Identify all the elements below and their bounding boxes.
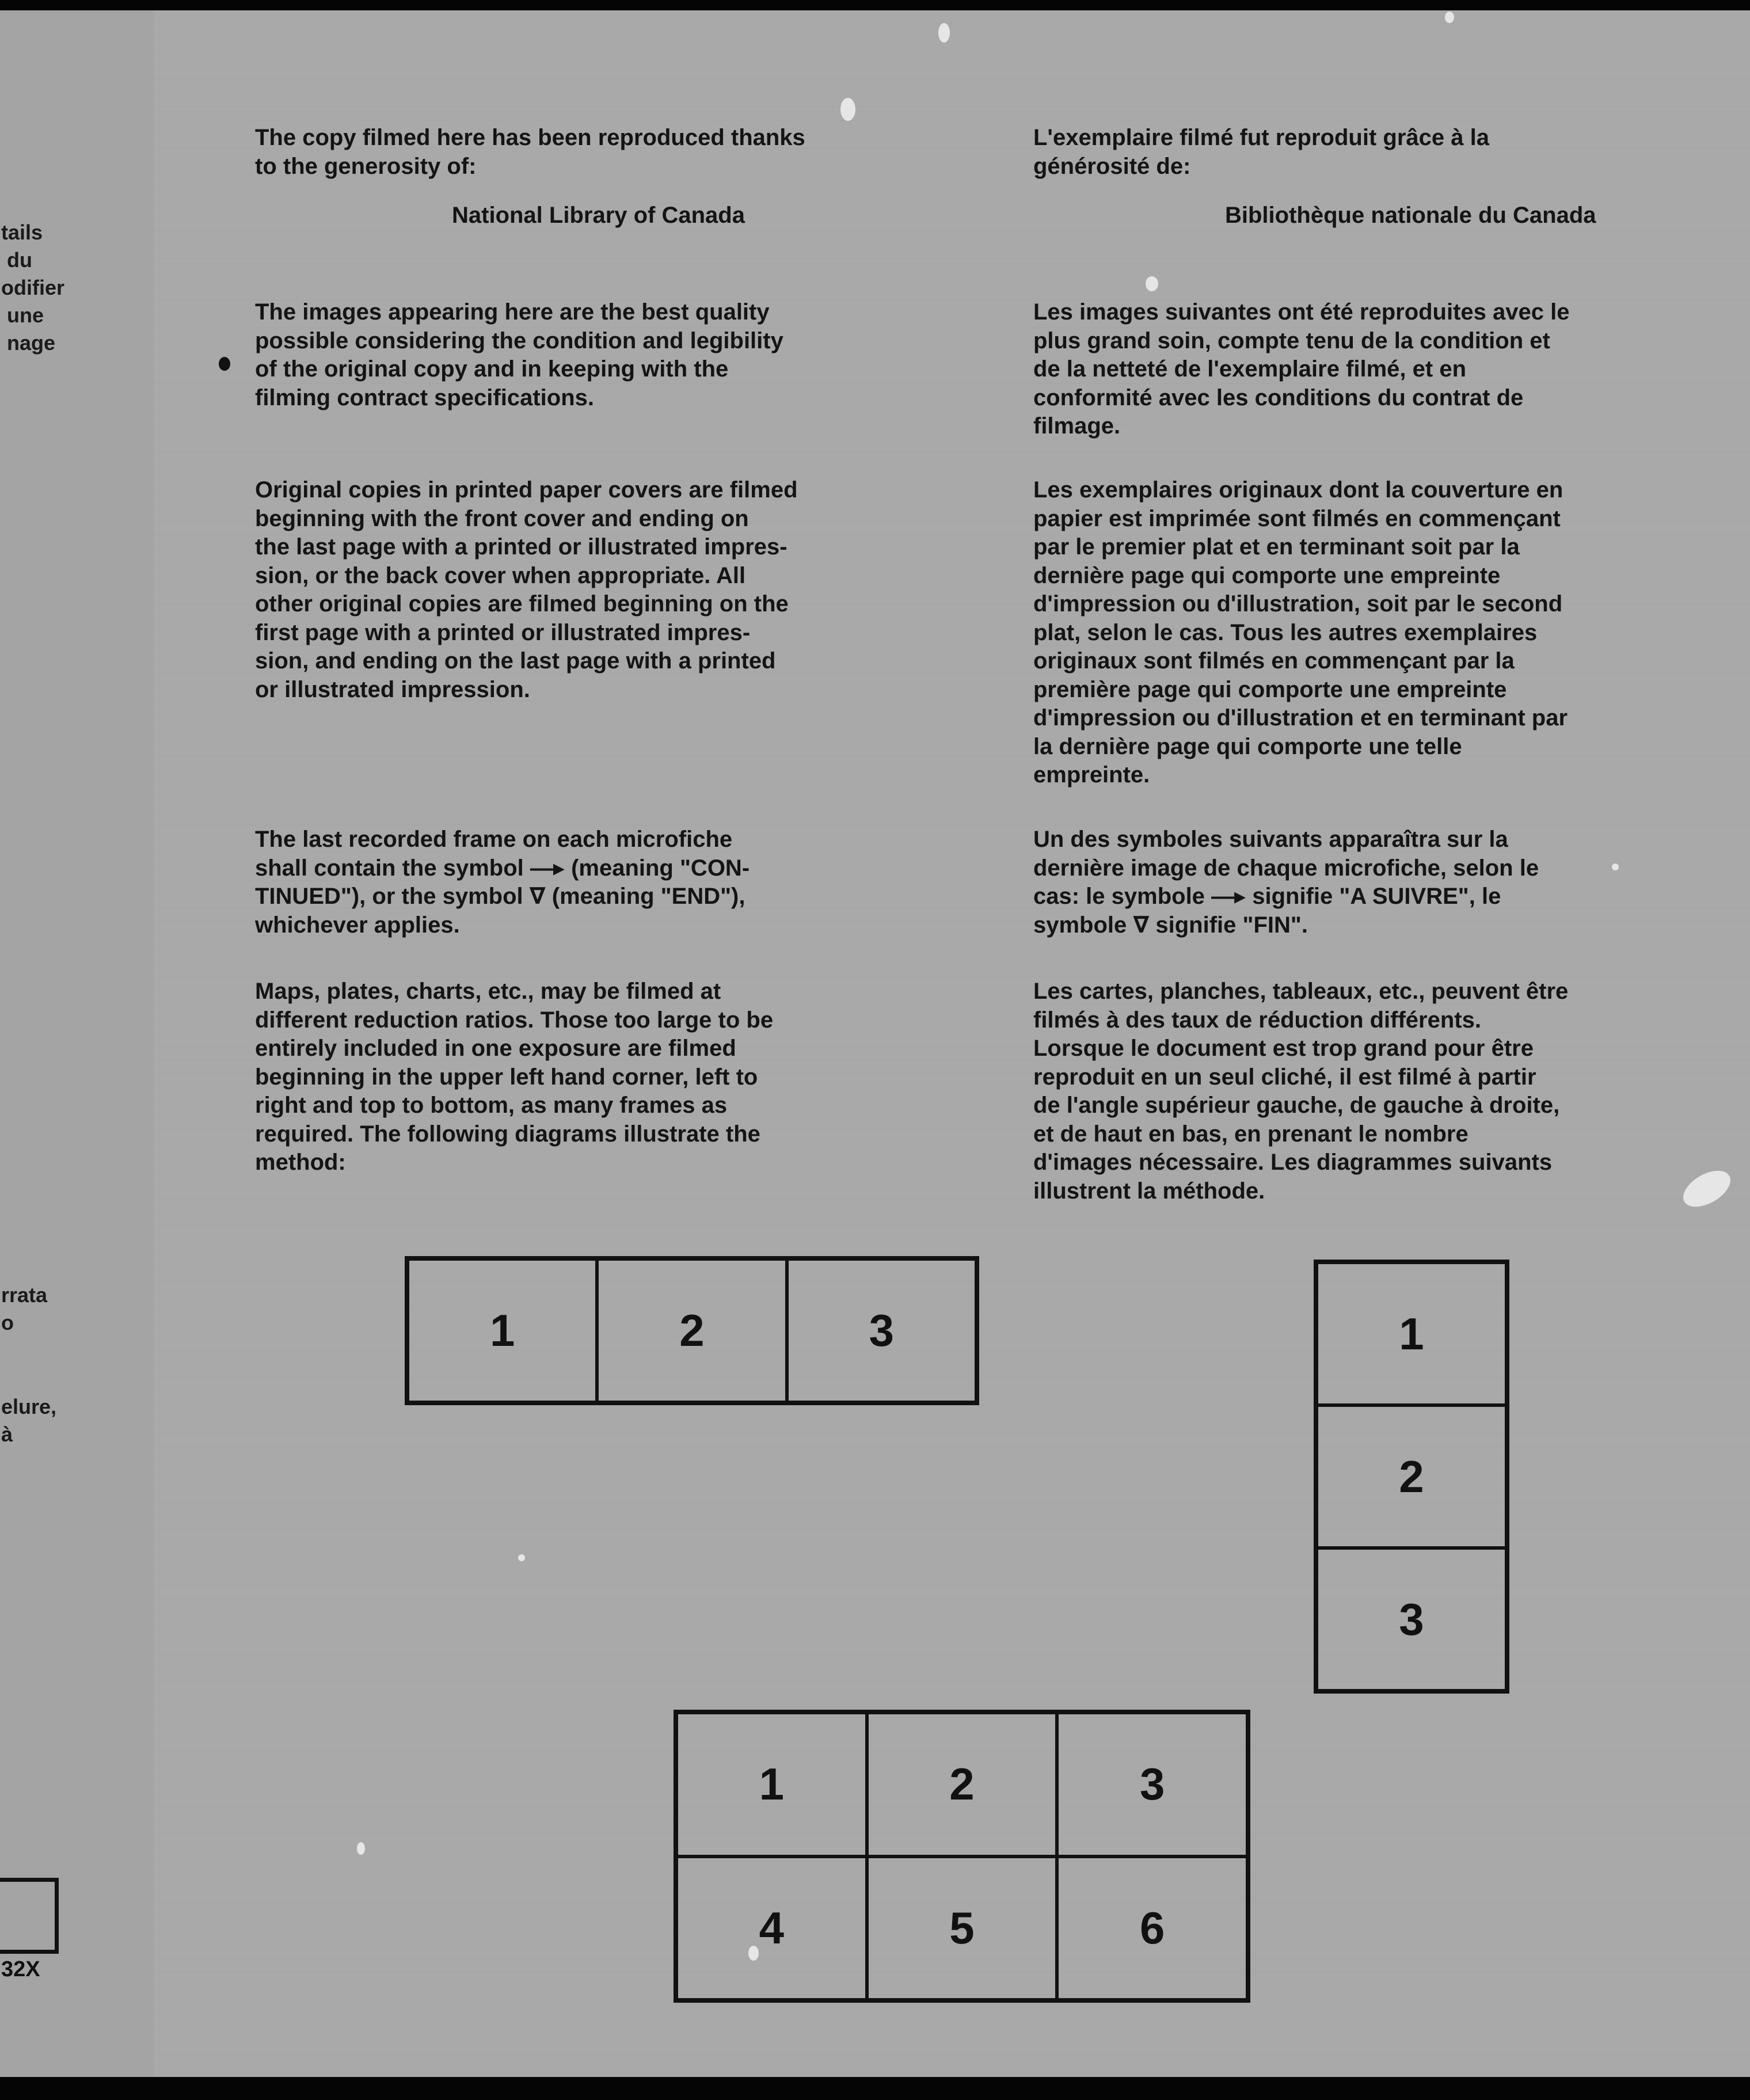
strip-text-line: du (7, 248, 32, 272)
diagram-grid (674, 1710, 1250, 2003)
strip-text-line: une (7, 303, 44, 327)
film-speck (938, 23, 950, 43)
frame-cell: 3 (1317, 1548, 1506, 1691)
film-speck (518, 1554, 525, 1561)
film-speck (219, 357, 230, 371)
english-quality-paragraph: The images appearing here are the best quality possible considering the condition and legibility of the original copy and in keeping with the filming contract specifications. (255, 299, 783, 410)
french-symbols-paragraph: Un des symboles suivants apparaîtra sur la dernière image de chaque microfiche, selon le cas: le symbole —▸ signifie "A SUIVRE", le symbole ∇ signifie "FIN". (1033, 827, 1539, 938)
frame-cell: 6 (1057, 1856, 1247, 2000)
english-institution: National Library of Canada (452, 203, 745, 228)
frame-cell: 3 (1057, 1713, 1247, 1856)
strip-text-line: nage (7, 331, 56, 355)
film-border-bottom (0, 2077, 1750, 2100)
strip-text-line: o (1, 1311, 14, 1334)
film-speck (1445, 12, 1454, 23)
frame-cell: 3 (787, 1259, 976, 1402)
strip-text-line: elure, (1, 1395, 57, 1418)
french-intro: L'exemplaire filmé fut reproduit grâce à la générosité de: (1033, 125, 1489, 179)
film-speck (1146, 276, 1158, 291)
frame-cell: 2 (597, 1259, 786, 1402)
frame-cell: 5 (867, 1856, 1057, 2000)
frame-cell: 1 (408, 1259, 597, 1402)
frame-cell: 1 (1317, 1262, 1506, 1405)
frame-cell: 2 (867, 1713, 1057, 1856)
film-speck (748, 1946, 759, 1961)
film-speck (357, 1842, 365, 1855)
film-speck (840, 98, 855, 121)
french-maps-paragraph: Les cartes, planches, tableaux, etc., peuvent être filmés à des taux de réduction différents. Lorsque le document est trop grand pour être reproduit en un seul cliché, il est filmé à partir de l'angle supérieur gauche, de gauche à droite, et de haut en bas, en prenant le nombre d'images nécessaire. Les diagrammes suivants illustrent la méthode. (1033, 979, 1569, 1204)
film-speck (1612, 863, 1619, 870)
scale-target-box (0, 1878, 59, 1954)
frame-cell: 4 (676, 1856, 867, 2000)
strip-text-line: odifier (1, 276, 65, 299)
frame-cell: 2 (1317, 1405, 1506, 1548)
french-originals-paragraph: Les exemplaires originaux dont la couverture en papier est imprimée sont filmés en commençant par le premier plat et en terminant soit par la dernière page qui comporte une empreinte d'impression ou d'illustration, soit par le second plat, selon le cas. Tous les autres exemplaires originaux sont filmés en commençant par la première page qui comporte une empreinte d'impression ou d'illustration et en terminant par la dernière page qui comporte une telle empreinte. (1033, 477, 1568, 788)
scale-label: 32X (1, 1957, 40, 1981)
diagram-horizontal (405, 1256, 979, 1405)
french-institution: Bibliothèque nationale du Canada (1225, 203, 1596, 228)
strip-text-line: tails (1, 220, 43, 244)
strip-text-line: à (1, 1422, 13, 1446)
english-originals-paragraph: Original copies in printed paper covers are filmed beginning with the front cover and ending on the last page with a printed or illustrated impres- sion, or the back cover when appropriate. All other original copies are filmed beginning on the first page with a printed or illustrated impres- sion, and ending on the last page with a printed or illustrated impression. (255, 477, 798, 702)
frame-cell: 1 (676, 1713, 867, 1856)
diagram-vertical (1314, 1260, 1509, 1694)
english-symbols-paragraph: The last recorded frame on each microfiche shall contain the symbol —▸ (meaning "CON- TINUED"), or the symbol ∇ (meaning "END"), whichever applies. (255, 827, 750, 938)
strip-text-line: rrata (1, 1283, 48, 1307)
english-intro: The copy filmed here has been reproduced thanks to the generosity of: (255, 125, 805, 179)
french-quality-paragraph: Les images suivantes ont été reproduites avec le plus grand soin, compte tenu de la condition et de la netteté de l'exemplaire filmé, et en conformité avec les conditions du contrat de filmage. (1033, 299, 1570, 439)
english-maps-paragraph: Maps, plates, charts, etc., may be filmed at different reduction ratios. Those too large to be entirely included in one exposure are filmed beginning in the upper left hand corner, left to right and top to bottom, as many frames as required. The following diagrams illustrate the method: (255, 979, 774, 1175)
